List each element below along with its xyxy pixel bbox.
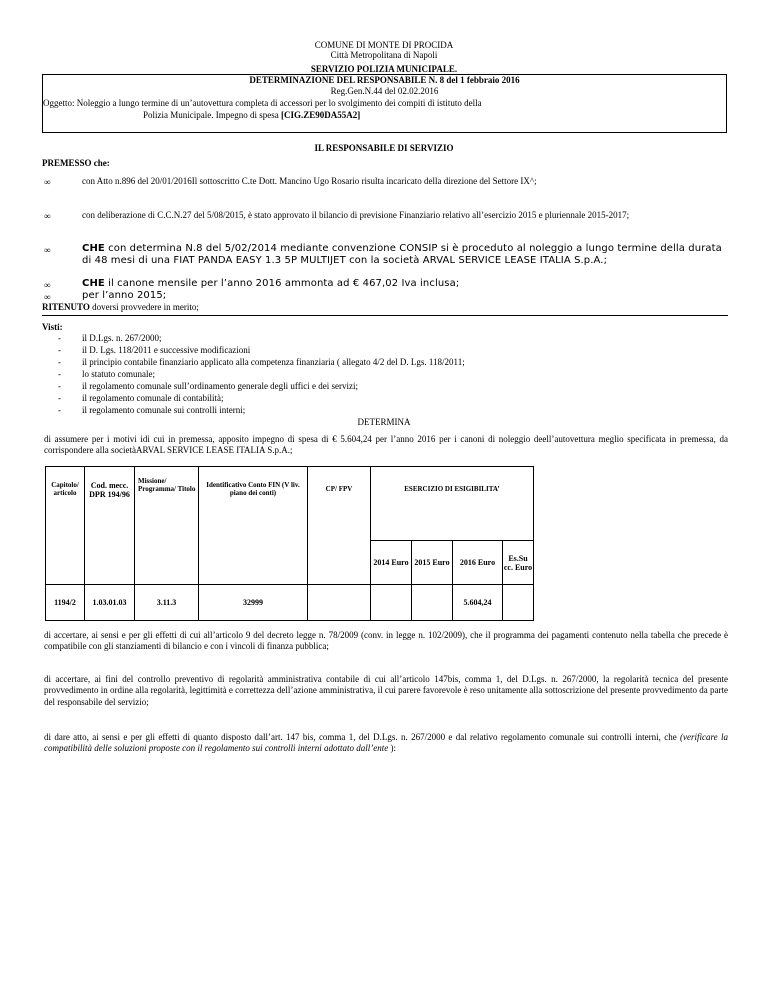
divider [42,315,728,316]
visti-item-7: il regolamento comunale sui controlli interni; [82,405,246,415]
servizio-title: SERVIZIO POLIZIA MUNICIPALE. [310,64,458,74]
accertare-paragraph-2: di accertare, ai fini del controllo preventivo di regolarità amministrativa contabile di cui all’articolo 147bis, comma 1, del D.Lgs. n. 267/2000, la regolarità tecnica del presente provvedimento in ordine alla regolarità, legittimità e correttezza dell’azione amministrativa, il cui parere favorevole è reso unitamente alla sottoscrizione del presente provvedimento da parte del responsabile del servizio; [44,674,728,707]
visti-item-2: il D. Lgs. 118/2011 e successive modificazioni [82,345,251,355]
col-2016-header: 2016 Euro [453,541,503,585]
cell-cp [308,585,371,621]
bullet-item-1: con Atto n.896 del 20/01/2016Il sottoscritto C.te Dott. Mancino Ugo Rosario risulta incaricato della direzione del Settore IX^; [82,176,537,186]
spending-table [45,466,534,621]
cig-code: [CIG.ZE90DA55A2] [280,110,361,120]
col-missione-header: Missione/ Programma/ Titolo [135,467,199,585]
reg-gen: Reg.Gen.N.44 del 02.02.2016 [330,86,439,96]
col-cp-header: CP/ FPV [308,467,371,585]
bullet-item-4 [82,278,728,290]
dash-bullet: - [58,405,61,415]
ritenuto-label: RITENUTO [42,302,90,312]
col-esercizio-header: ESERCIZIO DI ESIGIBILITA’ [371,467,534,541]
bullet-item-3 [82,243,728,266]
dare-atto-italic: (verificare la compatibilità delle soluzioni proposte con il regolamento sui controlli interni adottato dall’ente [44,732,728,754]
cell-ident: 32999 [199,585,308,621]
cell-capitolo: 1194/2 [46,585,85,621]
determina-heading: DETERMINA [357,417,411,427]
dash-bullet: - [58,381,61,391]
visti-item-1: il D.Lgs. n. 267/2000; [82,333,162,343]
bullet-symbol: ∞ [44,292,51,302]
col-2015-header: 2015 Euro [412,541,453,585]
assumere-paragraph: di assumere per i motivi idi cui in premessa, apposito impegno di spesa di € 5.604,24 per l’anno 2016 per i canoni di noleggio deell’autovettura meglio specificata in premessa, da corrispondere alla societàARVAL SERVICE LEASE ITALIA S.p.A.; [44,434,728,456]
determination-box [42,74,727,133]
bullet-symbol: ∞ [44,280,51,290]
dare-atto-end: ): [388,743,396,754]
bullet-symbol: ∞ [44,177,51,187]
dare-atto-paragraph [44,732,728,755]
table-row [46,585,534,621]
dash-bullet: - [58,357,61,367]
dash-bullet: - [58,345,61,355]
cell-2016: 5.604,24 [453,585,503,621]
oggetto-text: Polizia Municipale. Impegno di spesa [143,110,281,120]
cell-2014 [371,585,412,621]
oggetto-line2 [143,110,360,120]
cell-cod: 1.03.01.03 [85,585,135,621]
responsabile-heading: IL RESPONSABILE DI SERVIZIO [314,143,454,153]
comune-name: COMUNE DI MONTE DI PROCIDA [314,40,454,50]
visti-item-6: il regolamento comunale di contabilità; [82,393,224,403]
determination-title: DETERMINAZIONE DEL RESPONSABILE N. 8 del 1 febbraio 2016 [249,75,520,85]
visti-item-4: lo statuto comunale; [82,369,155,379]
col-capitolo-header: Capitolo/ articolo [46,467,85,585]
premesso-heading: PREMESSO che: [42,158,110,168]
cell-missione: 3.11.3 [135,585,199,621]
col-ident-header: Identificativo Conto FIN (V liv. piano dei conti) [199,467,308,585]
cell-2015 [412,585,453,621]
dash-bullet: - [58,333,61,343]
accertare-paragraph-1: di accertare, ai sensi e per gli effetti di cui all’articolo 9 del decreto legge n. 78/2009 (conv. in legge n. 102/2009), che il programma dei pagamenti contenuto nella tabella che precede è compatibile con gli stanziamenti di bilancio e con i vincoli di finanza pubblica; [44,630,728,652]
visti-heading: Visti: [42,322,63,332]
bullet-item-5: per l’anno 2015; [82,290,167,301]
che-label: CHE [82,243,105,254]
bullet-item-4-text: il canone mensile per l’anno 2016 ammonta ad € 467,02 Iva inclusa; [104,278,460,289]
ritenuto-text: doversi provvedere in merito; [89,302,199,312]
visti-item-5: il regolamento comunale sull’ordinamento generale degli uffici e dei servizi; [82,381,358,391]
col-essucc-header: Es.Su cc. Euro [503,541,534,585]
ritenuto-line [42,302,199,312]
bullet-item-2: con deliberazione di C.C.N.27 del 5/08/2015, è stato approvato il bilancio di previsione Finanziario relativo all’esercizio 2015 e pluriennale 2015-2017; [82,210,630,220]
dash-bullet: - [58,369,61,379]
bullet-item-3-text: con determina N.8 del 5/02/2014 mediante convenzione CONSIP si è proceduto al noleggio a lungo termine della durata di 48 mesi di una FIAT PANDA EASY 1.3 5P MULTIJET con la società ARVAL SERVICE LEASE ITALIA S.p.A.; [82,243,722,266]
col-cod-header: Cod. mecc. DPR 194/96 [85,467,135,585]
che-label: CHE [82,278,105,289]
oggetto-line1: Oggetto: Noleggio a lungo termine di un’autovettura completa di accessori per lo svolgimento dei compiti di istituto della [43,98,482,108]
comune-subtitle: Città Metropolitana di Napoli [330,50,438,60]
col-2014-header: 2014 Euro [371,541,412,585]
cell-essucc [503,585,534,621]
bullet-symbol: ∞ [44,245,51,255]
dare-atto-text: di dare atto, ai sensi e per gli effetti di quanto disposto dall’art. 147 bis, comma 1, del D.Lgs. n. 267/2000 e dal relativo regolamento comunale sui controlli interni, che [44,732,681,742]
dash-bullet: - [58,393,61,403]
bullet-symbol: ∞ [44,211,51,221]
visti-item-3: il principio contabile finanziario applicato alla competenza finanziaria ( allegato 4/2 del D. Lgs. 118/2011; [82,357,465,367]
